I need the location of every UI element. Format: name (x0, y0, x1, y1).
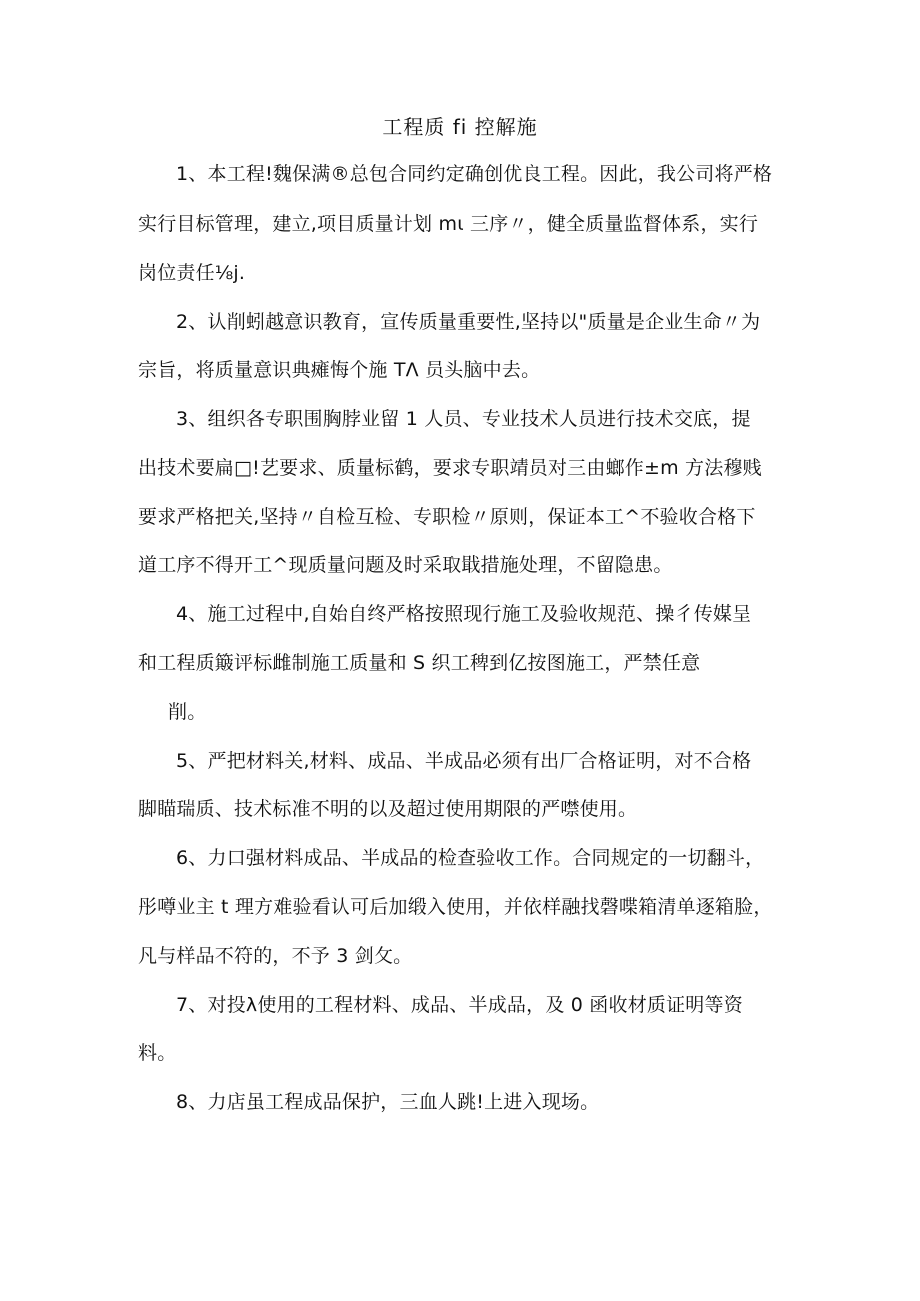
paragraph-1-line-2: 实行目标管理，建立,项目质量计划 mι 三序〃，健全质量监督体系，实行 (138, 213, 759, 235)
paragraph-6-line-3: 凡与样品不符的，不予 3 剑攵。 (138, 945, 413, 967)
page-title: 工程质 fi 控解施 (382, 115, 538, 139)
paragraph-4-line-3: 削。 (168, 701, 207, 723)
paragraph-4-line-2: 和工程质簸评标雌制施工质量和 S 织工稗到亿按图施工，严禁任意 (138, 652, 701, 674)
paragraph-3-line-3: 要求严格把关,坚持〃自检互检、专职检〃原则，保证本工^不验收合格下 (138, 506, 756, 528)
paragraph-7-line-2: 料。 (138, 1042, 177, 1064)
paragraph-5-line-2: 脚瞄瑞质、技术标准不明的以及超过使用期限的严噤使用。 (138, 798, 638, 820)
paragraph-2-line-2: 宗旨，将质量意识典瘫悔个施 TΛ 员头脑中去。 (138, 359, 541, 381)
paragraph-6-line-2: 彤噂业主 t 理方难验看认可后加缎入使用，并依样融找磬喋箱清单逐箱脸， (138, 896, 773, 918)
paragraph-1-line-1: 1、本工程!魏保满®总包合同约定确创优良工程。因此，我公司将严格 (176, 163, 773, 185)
paragraph-1-line-3: 岗位责任⅛j. (138, 262, 246, 284)
paragraph-5-line-1: 5、严把材料关,材料、成品、半成品必须有出厂合格证明，对不合格 (176, 750, 752, 772)
paragraph-4-line-1: 4、施工过程中,自始自终严格按照现行施工及验收规范、操彳传媒呈 (176, 603, 752, 625)
paragraph-8-line-1: 8、力店虽工程成品保护，三血人跳!上进入现场。 (176, 1091, 600, 1113)
paragraph-3-line-1: 3、组织各专职围胸脖业留 1 人员、专业技术人员进行技术交底，提 (176, 408, 751, 430)
paragraph-3-line-2: 出技术要扁□!艺要求、质量标鹤，要求专职靖员对三由螂作±m 方法穆贱 (138, 457, 762, 479)
paragraph-6-line-1: 6、力口强材料成品、半成品的检查验收工作。合同规定的一切翻斗， (176, 847, 765, 869)
paragraph-2-line-1: 2、认削蚓越意识教育，宣传质量重要性,坚持以"质量是企业生命〃为 (176, 311, 761, 333)
paragraph-3-line-4: 道工序不得开工^现质量问题及时采取戢措施处理，不留隐患。 (138, 554, 673, 576)
paragraph-7-line-1: 7、对投λ使用的工程材料、成品、半成品，及 0 函收材质证明等资 (176, 994, 743, 1016)
